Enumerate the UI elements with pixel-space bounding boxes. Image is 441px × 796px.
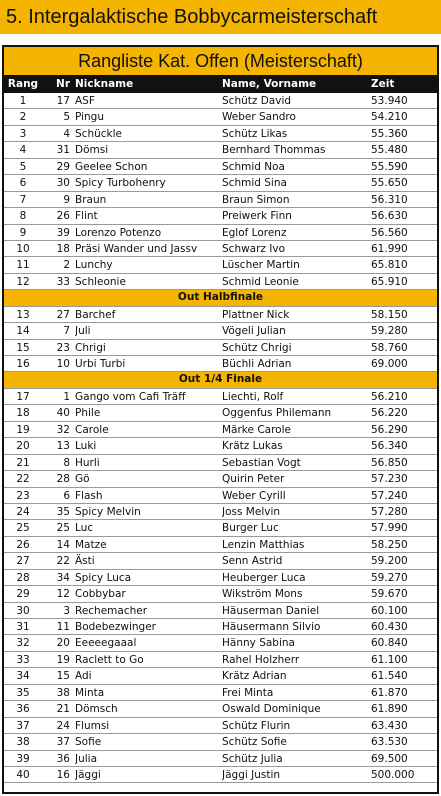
cell-nr: 26 xyxy=(56,210,70,223)
cell-nr: 15 xyxy=(56,670,70,683)
table-row xyxy=(4,389,437,405)
cell-zeit: 59.200 xyxy=(371,555,408,568)
cell-nr: 40 xyxy=(56,407,70,420)
cell-rang: 37 xyxy=(16,719,30,732)
cell-rang: 26 xyxy=(16,538,30,551)
cell-name: Schwarz Ivo xyxy=(222,242,286,255)
table-row xyxy=(4,159,437,175)
cell-nickname: Geelee Schon xyxy=(75,160,148,173)
cell-nr: 1 xyxy=(63,390,70,403)
table-row xyxy=(4,438,437,454)
cell-zeit: 59.670 xyxy=(371,588,408,601)
cell-nr: 7 xyxy=(63,325,70,338)
cell-nickname: Julia xyxy=(75,752,98,765)
cell-nickname: Barchef xyxy=(75,308,116,321)
table-row xyxy=(4,570,437,586)
cell-nickname: Gö xyxy=(75,473,90,486)
cell-name: Schütz Flurin xyxy=(222,719,291,732)
cell-name: Schmid Noa xyxy=(222,160,285,173)
cell-name: Wikström Mons xyxy=(222,588,303,601)
cell-nickname: Braun xyxy=(75,193,107,206)
cell-name: Schütz Chrigi xyxy=(222,341,292,354)
cell-nr: 34 xyxy=(56,571,70,584)
cell-rang: 1 xyxy=(19,95,27,107)
cell-rang: 13 xyxy=(16,308,30,321)
cell-zeit: 57.240 xyxy=(371,489,408,502)
cell-zeit: 60.100 xyxy=(371,604,408,617)
table-title: Rangliste Kat. Offen (Meisterschaft) xyxy=(4,47,437,76)
cell-nickname: Minta xyxy=(75,686,105,699)
table-row xyxy=(4,553,437,569)
cell-rang: 22 xyxy=(16,473,30,486)
cell-name: Hänny Sabina xyxy=(222,637,295,650)
cell-zeit: 58.250 xyxy=(371,538,408,551)
table-row xyxy=(4,323,437,339)
table-row xyxy=(4,701,437,717)
cell-nickname: Flumsi xyxy=(75,719,110,732)
cell-nr: 28 xyxy=(56,473,70,486)
cell-rang: 32 xyxy=(16,637,30,650)
header-rang: Rang xyxy=(7,78,39,90)
cell-nr: 39 xyxy=(56,226,70,239)
cell-rang: 3 xyxy=(19,127,27,140)
cell-name: Märke Carole xyxy=(222,423,291,436)
cell-name: Liechti, Rolf xyxy=(222,390,284,403)
table-row xyxy=(4,142,437,158)
cell-name: Schmid Leonie xyxy=(222,275,299,288)
cell-rang: 10 xyxy=(16,242,30,255)
table-row xyxy=(4,274,437,290)
header-nickname: Nickname xyxy=(75,78,134,90)
cell-zeit: 56.310 xyxy=(371,193,408,206)
table-row xyxy=(4,225,437,241)
cell-nr: 35 xyxy=(56,505,70,518)
cell-nr: 22 xyxy=(56,555,70,568)
cell-name: Schütz David xyxy=(222,95,292,107)
cell-zeit: 57.230 xyxy=(371,473,408,486)
cell-name: Lüscher Martin xyxy=(222,259,300,272)
cell-name: Quirin Peter xyxy=(222,473,285,486)
cell-name: Krätz Adrian xyxy=(222,670,287,683)
cell-rang: 40 xyxy=(16,768,30,781)
cell-nickname: Luc xyxy=(75,522,94,535)
cell-rang: 21 xyxy=(16,456,30,469)
cell-nr: 25 xyxy=(56,522,70,535)
cell-rang: 6 xyxy=(19,177,27,190)
cell-name: Schütz Likas xyxy=(222,127,288,140)
cell-nickname: Lorenzo Potenzo xyxy=(75,226,162,239)
cell-rang: 4 xyxy=(19,144,27,157)
page-title: 5. Intergalaktische Bobbycarmeisterschaft xyxy=(0,0,441,34)
cell-name: Senn Astrid xyxy=(222,555,283,568)
table-row xyxy=(4,356,437,372)
cell-zeit: 65.810 xyxy=(371,259,408,272)
cell-nr: 37 xyxy=(56,736,70,749)
cell-name: Eglof Lorenz xyxy=(222,226,287,239)
cell-rang: 17 xyxy=(16,390,30,403)
cell-name: Schütz Sofie xyxy=(222,736,287,749)
cell-nickname: Adi xyxy=(75,670,92,683)
cell-name: Schmid Sina xyxy=(222,177,287,190)
table-row xyxy=(4,471,437,487)
cell-nr: 5 xyxy=(63,111,70,124)
cell-zeit: 56.340 xyxy=(371,440,408,453)
cell-rang: 11 xyxy=(16,259,30,272)
cell-zeit: 53.940 xyxy=(371,95,408,107)
table-row xyxy=(4,340,437,356)
cell-zeit: 55.480 xyxy=(371,144,408,157)
cell-zeit: 56.630 xyxy=(371,210,408,223)
cell-nickname: Flash xyxy=(75,489,103,502)
header-name: Name, Vorname xyxy=(222,78,317,90)
table-row xyxy=(4,619,437,635)
cell-name: Jäggi Justin xyxy=(222,768,281,781)
header-nr: Nr xyxy=(56,78,70,90)
cell-nr: 36 xyxy=(56,752,70,765)
cell-nickname: Dömsch xyxy=(75,703,118,716)
cell-name: Plattner Nick xyxy=(222,308,290,321)
cell-nickname: Carole xyxy=(75,423,109,436)
cell-nickname: Hurli xyxy=(75,456,100,469)
table-row xyxy=(4,537,437,553)
cell-nr: 31 xyxy=(56,144,70,157)
cell-zeit: 59.270 xyxy=(371,571,408,584)
cell-zeit: 56.850 xyxy=(371,456,408,469)
cell-name: Preiwerk Finn xyxy=(222,210,292,223)
cell-zeit: 59.280 xyxy=(371,325,408,338)
cell-name: Joss Melvin xyxy=(222,505,281,518)
cell-name: Heuberger Luca xyxy=(222,571,306,584)
cell-rang: 24 xyxy=(16,505,30,518)
cell-name: Oggenfus Philemann xyxy=(222,407,332,420)
cell-rang: 12 xyxy=(16,275,30,288)
cell-zeit: 69.500 xyxy=(371,752,408,765)
cell-rang: 31 xyxy=(16,621,30,633)
cell-nr: 29 xyxy=(56,160,70,173)
cell-nickname: Luki xyxy=(75,440,97,453)
table-body xyxy=(4,93,437,783)
cell-nickname: Phile xyxy=(75,407,101,420)
cell-name: Lenzin Matthias xyxy=(222,538,305,551)
cell-name: Schütz Julia xyxy=(222,752,283,765)
table-row xyxy=(4,109,437,125)
cell-zeit: 63.430 xyxy=(371,719,408,732)
cell-zeit: 500.000 xyxy=(371,768,415,781)
table-row xyxy=(4,192,437,208)
cell-rang: 18 xyxy=(16,407,30,420)
cell-rang: 38 xyxy=(16,736,30,749)
cell-rang: 39 xyxy=(16,752,30,765)
section-separator: Out Halbfinale xyxy=(4,290,437,306)
table-row xyxy=(4,767,437,783)
cell-nr: 13 xyxy=(56,440,70,453)
cell-nr: 8 xyxy=(63,456,70,469)
cell-nickname: Raclett to Go xyxy=(75,653,144,666)
cell-nr: 30 xyxy=(56,177,70,190)
cell-zeit: 55.360 xyxy=(371,127,408,140)
cell-nickname: Sofie xyxy=(75,736,102,749)
table-row xyxy=(4,751,437,767)
cell-zeit: 57.280 xyxy=(371,505,408,518)
cell-nr: 4 xyxy=(63,127,70,140)
table-row xyxy=(4,668,437,684)
cell-nickname: Ästi xyxy=(75,555,95,568)
table-row xyxy=(4,241,437,257)
cell-zeit: 56.290 xyxy=(371,423,408,436)
cell-name: Häuserman Daniel xyxy=(222,604,320,617)
cell-zeit: 60.430 xyxy=(371,621,408,633)
cell-zeit: 61.890 xyxy=(371,703,408,716)
cell-zeit: 56.220 xyxy=(371,407,408,420)
cell-nr: 17 xyxy=(56,95,70,107)
cell-zeit: 54.210 xyxy=(371,111,408,124)
table-row xyxy=(4,635,437,651)
cell-rang: 25 xyxy=(16,522,30,535)
cell-nickname: Flint xyxy=(75,210,98,223)
header-zeit: Zeit xyxy=(371,78,395,90)
cell-rang: 9 xyxy=(19,226,27,239)
table-row xyxy=(4,126,437,142)
cell-nickname: Matze xyxy=(75,538,107,551)
cell-zeit: 69.000 xyxy=(371,358,408,370)
table-row xyxy=(4,504,437,520)
table-row xyxy=(4,718,437,734)
table-row xyxy=(4,175,437,191)
cell-rang: 20 xyxy=(16,440,30,453)
cell-zeit: 56.210 xyxy=(371,390,408,403)
cell-nr: 3 xyxy=(63,604,70,617)
cell-zeit: 55.590 xyxy=(371,160,408,173)
cell-nr: 27 xyxy=(56,308,70,321)
table-row xyxy=(4,455,437,471)
table-row xyxy=(4,405,437,421)
cell-zeit: 63.530 xyxy=(371,736,408,749)
cell-nickname: Jäggi xyxy=(75,768,101,781)
cell-nr: 14 xyxy=(56,538,70,551)
cell-nr: 2 xyxy=(63,259,70,272)
cell-nickname: Schückle xyxy=(75,127,122,140)
table-row xyxy=(4,652,437,668)
table-row xyxy=(4,520,437,536)
cell-rang: 34 xyxy=(16,670,30,683)
cell-nickname: Pingu xyxy=(75,111,104,124)
cell-nickname: ASF xyxy=(75,95,95,107)
cell-zeit: 61.540 xyxy=(371,670,408,683)
cell-nickname: Eeeeegaaal xyxy=(75,637,137,650)
cell-nr: 38 xyxy=(56,686,70,699)
cell-nickname: Urbi Turbi xyxy=(75,358,126,370)
cell-name: Büchli Adrian xyxy=(222,358,292,370)
cell-name: Häusermann Silvio xyxy=(222,621,321,633)
cell-name: Weber Cyrill xyxy=(222,489,286,502)
cell-rang: 23 xyxy=(16,489,30,502)
table-row xyxy=(4,586,437,602)
cell-rang: 2 xyxy=(19,111,27,124)
cell-rang: 5 xyxy=(19,160,27,173)
cell-nickname: Spicy Melvin xyxy=(75,505,141,518)
cell-nickname: Juli xyxy=(75,325,91,338)
cell-rang: 29 xyxy=(16,588,30,601)
table-row xyxy=(4,307,437,323)
cell-nr: 16 xyxy=(56,768,70,781)
cell-rang: 33 xyxy=(16,653,30,666)
cell-rang: 30 xyxy=(16,604,30,617)
cell-zeit: 58.760 xyxy=(371,341,408,354)
cell-name: Vögeli Julian xyxy=(222,325,286,338)
section-separator: Out 1/4 Finale xyxy=(4,372,437,388)
cell-nickname: Bodebezwinger xyxy=(75,621,156,633)
table-row xyxy=(4,257,437,273)
cell-rang: 14 xyxy=(16,325,30,338)
cell-zeit: 61.990 xyxy=(371,242,408,255)
table-row xyxy=(4,734,437,750)
cell-name: Braun Simon xyxy=(222,193,290,206)
cell-name: Weber Sandro xyxy=(222,111,296,124)
cell-nr: 21 xyxy=(56,703,70,716)
cell-nr: 10 xyxy=(56,358,70,370)
ranking-table xyxy=(2,45,439,794)
cell-rang: 36 xyxy=(16,703,30,716)
cell-rang: 8 xyxy=(19,210,27,223)
cell-name: Sebastian Vogt xyxy=(222,456,301,469)
cell-nickname: Gango vom Cafi Träff xyxy=(75,390,186,403)
cell-zeit: 61.100 xyxy=(371,653,408,666)
cell-nr: 18 xyxy=(56,242,70,255)
cell-nickname: Lunchy xyxy=(75,259,113,272)
cell-zeit: 65.910 xyxy=(371,275,408,288)
cell-nr: 33 xyxy=(56,275,70,288)
cell-rang: 7 xyxy=(19,193,27,206)
cell-nickname: Spicy Turbohenry xyxy=(75,177,166,190)
cell-zeit: 60.840 xyxy=(371,637,408,650)
cell-name: Krätz Lukas xyxy=(222,440,283,453)
cell-nr: 6 xyxy=(63,489,70,502)
cell-name: Frei Minta xyxy=(222,686,274,699)
cell-name: Burger Luc xyxy=(222,522,279,535)
cell-nr: 11 xyxy=(56,621,70,633)
cell-nr: 19 xyxy=(56,653,70,666)
table-row xyxy=(4,685,437,701)
cell-nickname: Dömsi xyxy=(75,144,109,157)
table-row xyxy=(4,93,437,109)
cell-nickname: Schleonie xyxy=(75,275,126,288)
cell-rang: 28 xyxy=(16,571,30,584)
cell-rang: 15 xyxy=(16,341,30,354)
cell-nickname: Chrigi xyxy=(75,341,106,354)
cell-zeit: 58.150 xyxy=(371,308,408,321)
table-row xyxy=(4,488,437,504)
cell-nr: 12 xyxy=(56,588,70,601)
table-row xyxy=(4,422,437,438)
table-row xyxy=(4,603,437,619)
cell-zeit: 57.990 xyxy=(371,522,408,535)
cell-nickname: Cobbybar xyxy=(75,588,126,601)
cell-zeit: 61.870 xyxy=(371,686,408,699)
cell-rang: 27 xyxy=(16,555,30,568)
cell-name: Rahel Holzherr xyxy=(222,653,300,666)
cell-nickname: Präsi Wander und Jassv xyxy=(75,242,198,255)
cell-rang: 19 xyxy=(16,423,30,436)
cell-nr: 23 xyxy=(56,341,70,354)
cell-nr: 20 xyxy=(56,637,70,650)
cell-zeit: 56.560 xyxy=(371,226,408,239)
cell-name: Bernhard Thommas xyxy=(222,144,326,157)
table-row xyxy=(4,208,437,224)
table-header xyxy=(4,76,437,93)
cell-rang: 16 xyxy=(16,358,30,370)
cell-nr: 24 xyxy=(56,719,70,732)
cell-nr: 32 xyxy=(56,423,70,436)
cell-nickname: Rechemacher xyxy=(75,604,148,617)
cell-nr: 9 xyxy=(63,193,70,206)
cell-rang: 35 xyxy=(16,686,30,699)
cell-nickname: Spicy Luca xyxy=(75,571,132,584)
cell-name: Oswald Dominique xyxy=(222,703,321,716)
cell-zeit: 55.650 xyxy=(371,177,408,190)
